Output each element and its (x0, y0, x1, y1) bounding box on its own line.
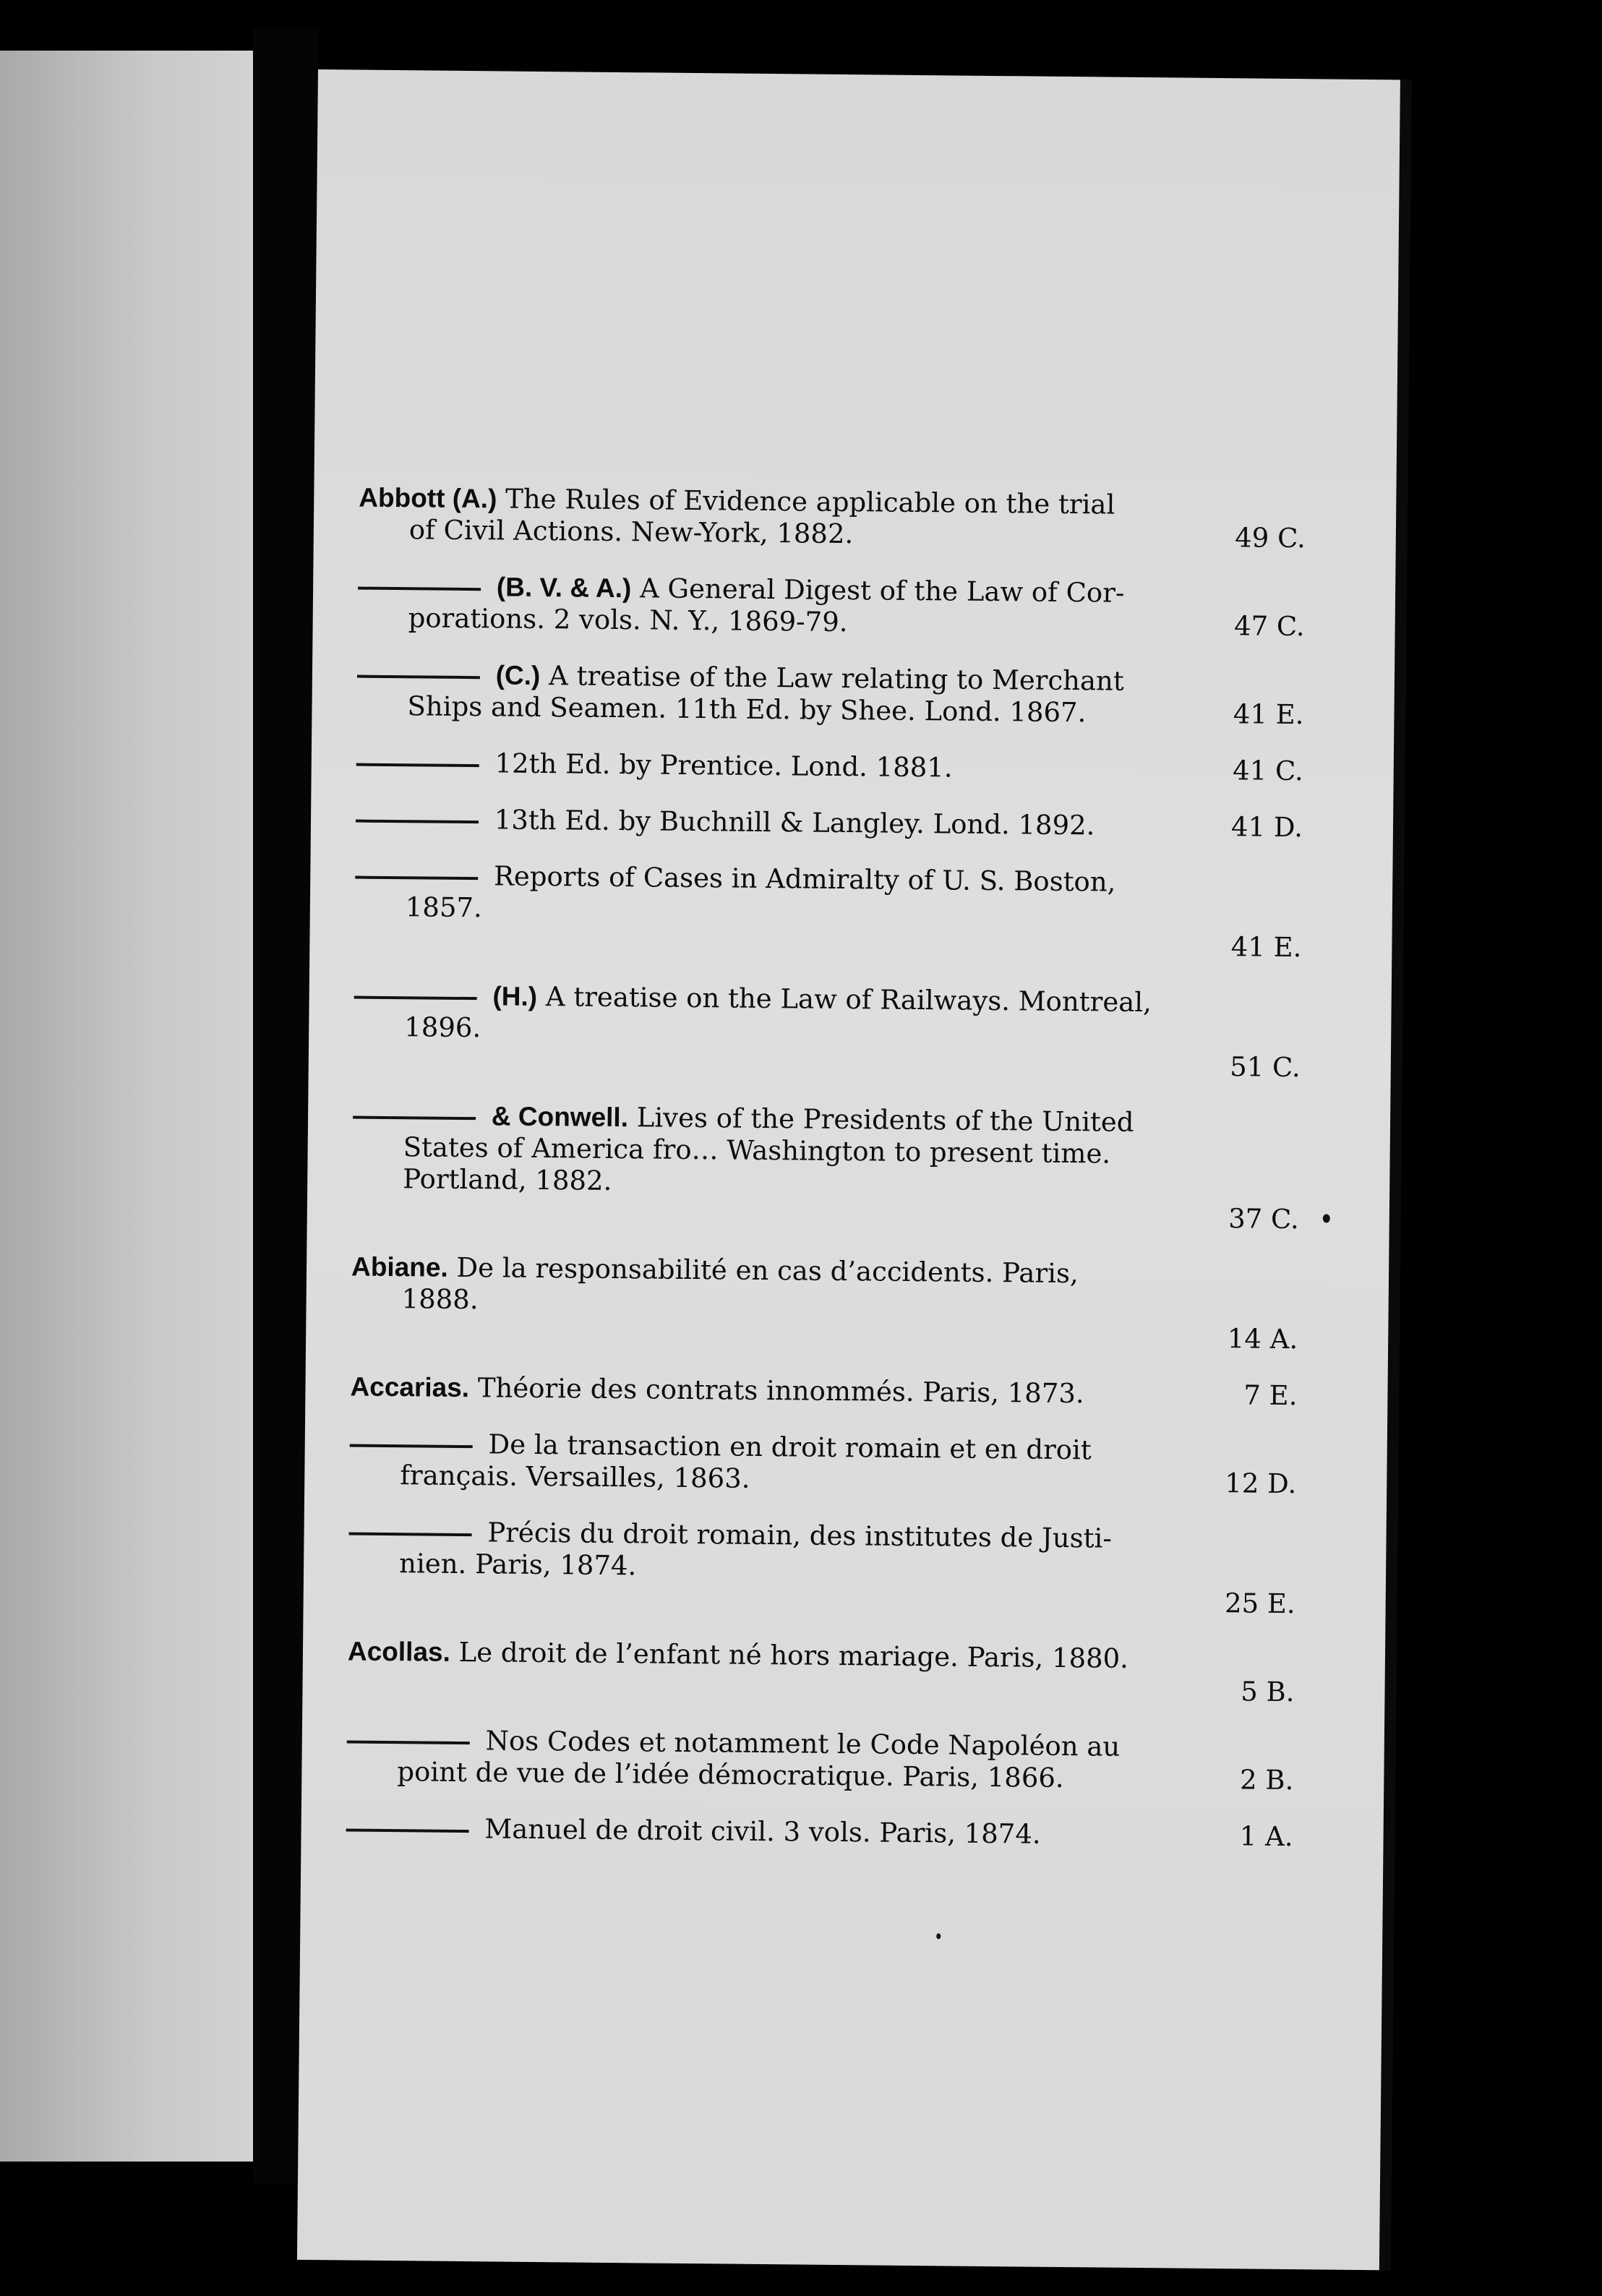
entry-text: States of America fro… Washington to present time. (403, 1131, 1111, 1170)
shelf-mark: 1 A. (1239, 1820, 1293, 1853)
shelf-mark: 25 E. (1224, 1588, 1295, 1620)
entry-author: (H.) (492, 981, 538, 1011)
entry-text: Reports of Cases in Admiralty of U. S. Boston, (493, 860, 1116, 898)
shelf-mark: 41 E. (1230, 931, 1302, 964)
entry-author: Accarias. (350, 1371, 470, 1403)
entry-text: A treatise of the Law relating to Merchant (548, 660, 1124, 697)
catalog-entry (354, 980, 1316, 1084)
entry-author: (B. V. & A.) (496, 572, 632, 604)
entry-text: Manuel de droit civil. 3 vols. Paris, 1874. (484, 1813, 1041, 1850)
shelf-mark: 41 E. (1233, 698, 1304, 731)
shelf-mark: 2 B. (1239, 1764, 1294, 1796)
catalog-entry (356, 747, 1318, 788)
catalog-entries (346, 482, 1320, 1878)
page-edge (1379, 80, 1412, 2270)
shelf-mark: 41 D. (1230, 811, 1303, 844)
entry-text: De la transaction en droit romain et en droit (488, 1428, 1092, 1466)
shelf-mark: 5 B. (1241, 1676, 1295, 1708)
ditto-dash (355, 875, 478, 880)
ditto-dash (356, 819, 479, 823)
ditto-dash (346, 1828, 469, 1833)
shelf-mark: 7 E. (1243, 1379, 1298, 1412)
ditto-dash (349, 1532, 472, 1536)
entry-text: français. Versailles, 1863. (400, 1460, 750, 1494)
entry-text: Portland, 1882. (403, 1163, 612, 1196)
shelf-mark: 49 C. (1235, 522, 1306, 554)
catalog-entry (346, 1812, 1307, 1853)
entry-text: 12th Ed. by Prentice. Lond. 1881. (494, 748, 953, 784)
entry-text: Le droit de l’enfant né hors mariage. Paris, 1880. (458, 1636, 1129, 1674)
shelf-mark: 41 C. (1232, 755, 1303, 787)
entry-text: of Civil Actions. New-York, 1882. (408, 514, 854, 550)
ditto-dash (357, 674, 480, 679)
catalog-entry (346, 1723, 1308, 1796)
entry-text: Théorie des contrats innommés. Paris, 1873. (477, 1372, 1084, 1410)
entry-text: A General Digest of the Law of Cor- (639, 573, 1125, 609)
entry-text: De la responsabilité en cas d’accidents. Paris, (456, 1251, 1079, 1290)
catalog-entry (350, 1371, 1311, 1413)
entry-text: 1896. (404, 1011, 481, 1044)
entry-text: Précis du droit romain, des institutes de Justi- (487, 1517, 1113, 1554)
shelf-mark: 14 A. (1227, 1323, 1298, 1355)
ditto-dash (356, 763, 479, 767)
ink-speck (1323, 1214, 1330, 1222)
entry-text: A treatise on the Law of Railways. Montreal, (545, 981, 1152, 1019)
entry-text: 1857. (405, 891, 483, 924)
entry-text: porations. 2 vols. N. Y., 1869-79. (408, 602, 848, 638)
entry-author: & Conwell. (491, 1101, 629, 1133)
entry-text: 13th Ed. by Buchnill & Langley. Lond. 1892. (494, 804, 1095, 841)
shelf-mark: 37 C. (1228, 1203, 1300, 1235)
entry-text: Ships and Seamen. 11th Ed. by Shee. Lond. 1867. (407, 690, 1087, 729)
catalog-entry (349, 1428, 1311, 1501)
entry-text: point de vue de l’idée démocratique. Paris, 1866. (397, 1756, 1064, 1794)
catalog-page (297, 69, 1406, 2270)
entry-author: Abiane. (351, 1251, 448, 1282)
catalog-entry (359, 482, 1321, 555)
catalog-entry (356, 803, 1317, 844)
entry-text: Nos Codes et notamment le Code Napoléon au (485, 1725, 1121, 1762)
ditto-dash (350, 1444, 473, 1448)
entry-author: Acollas. (347, 1636, 451, 1667)
catalog-entry (356, 659, 1319, 732)
entry-text: Lives of the Presidents of the United (636, 1102, 1134, 1138)
ditto-dash (347, 1740, 470, 1744)
ditto-dash (358, 586, 481, 591)
catalog-entry (348, 1516, 1311, 1621)
entry-text: The Rules of Evidence applicable on the trial (505, 483, 1115, 521)
ditto-dash (354, 995, 477, 1000)
catalog-entry (347, 1635, 1309, 1708)
catalog-entry (354, 860, 1316, 964)
entry-text: 1888. (401, 1283, 479, 1316)
entry-author: (C.) (495, 660, 541, 690)
catalog-entry (358, 570, 1320, 643)
shelf-mark: 12 D. (1225, 1468, 1297, 1500)
entry-author: Abbott (A.) (359, 482, 497, 514)
left-page-fragment (0, 51, 253, 2162)
catalog-entry (352, 1100, 1315, 1236)
shelf-mark: 51 C. (1229, 1051, 1301, 1084)
ditto-dash (353, 1115, 476, 1120)
entry-text: nien. Paris, 1874. (398, 1548, 637, 1582)
catalog-entry (351, 1251, 1313, 1356)
ink-speck (936, 1933, 941, 1939)
shelf-mark: 47 C. (1233, 610, 1305, 643)
